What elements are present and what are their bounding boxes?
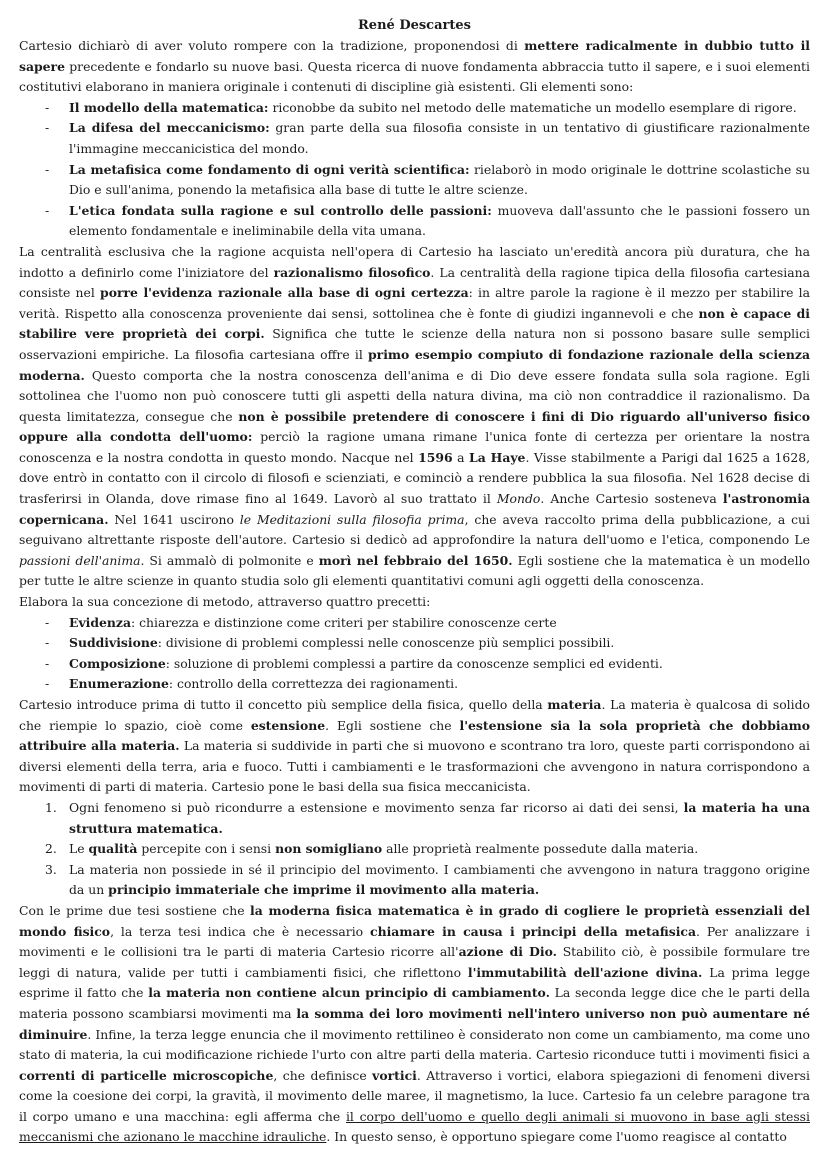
list-item: - La difesa del meccanicismo: gran parte della sua filosofia consiste in un tentativo di giustificare razionalmente l'immagine meccanicistica del mondo. (69, 118, 810, 159)
elements-list (19, 98, 810, 242)
list-item: - Il modello della matematica: riconobbe da subito nel metodo delle matematiche un modello esemplare di rigore. (69, 98, 810, 119)
physics-paragraph: Con le prime due tesi sostiene che la moderna fisica matematica è in grado di cogliere le proprietà essenziali del mondo fisico, la terza tesi indica che è necessario chiamare in causa i principi della metafisica. Per analizzare i movimenti e le collisioni tra le parti di materia Cartesio ricorre all'azione di Dio. Stabilito ciò, è possibile formulare tre leggi di natura, valide per tutti i cambiamenti fisici, che riflettono l'immutabilità dell'azione divina. La prima legge esprime il fatto che la materia non contiene alcun principio di cambiamento. La seconda legge dice che le parti della materia possono scambiarsi movimenti ma la somma dei loro movimenti nell'intero universo non può aumentare né diminuire. Infine, la terza legge enuncia che il movimento rettilineo è considerato non come un cambiamento, ma come uno stato di materia, la cui modificazione richiede l'urto con altre parti della materia. Cartesio riconduce tutti i movimenti fisici a correnti di particelle microscopiche, che definisce vortici. Attraverso i vortici, elabora spiegazioni di fenomeni diversi come la coesione dei corpi, la gravità, il movimento delle maree, il magnetismo, la luce. Cartesio fa un celebre paragone tra il corpo umano e una macchina: egli afferma che il corpo dell'uomo e quello degli animali si muovono in base agli stessi meccanismi che azionano le macchine idrauliche. In questo senso, è opportuno spiegare come l'uomo reagisce al contatto (19, 902, 811, 1145)
list-item: 2. Le qualità percepite con i sensi non somigliano alle proprietà realmente possedute dalla materia. (45, 841, 699, 857)
page-title: René Descartes (358, 18, 471, 33)
rationalism-paragraph: La centralità esclusiva che la ragione acquista nell'opera di Cartesio ha lasciato un'eredità ancora più duratura, che ha indotto a definirlo come l'iniziatore del razionalismo filosofico. La centralità della ragione tipica della filosofia cartesiana consiste nel porre l'evidenza razionale alla base di ogni certezza: in altre parole la ragione è il mezzo per stabilire la verità. Rispetto alla conoscenza proveniente dai sensi, sottolinea che è fonte di giudizi ingannevoli e che non è capace di stabilire vere proprietà dei corpi. Significa che tutte le scienze della natura non si possono basare sulle semplici osservazioni empiriche. La filosofia cartesiana offre il primo esempio compiuto di fondazione razionale della scienza moderna. Questo comporta che la nostra conoscenza dell'anima e di Dio deve essere fondata sulla sola ragione. Egli sottolinea che l'uomo non può conoscere tutti gli aspetti della natura divina, ma ciò non contraddice il razionalismo. Da questa limitatezza, consegue che non è possibile pretendere di conoscere i fini di Dio riguardo all'universo fisico oppure alla condotta dell'uomo: perciò la ragione umana rimane l'unica fonte di certezza per orientare la nostra conoscenza e la nostra condotta in questo mondo. Nacque nel 1596 a La Haye. Visse stabilmente a Parigi dal 1625 a 1628, dove entrò in contatto con il circolo di filosofi e scienziati, e cominciò a rendere pubblica la sua filosofia. Nel 1628 decise di trasferirsi in Olanda, dove rimase fino al 1649. Lavorò al suo trattato il Mondo. Anche Cartesio sosteneva l'astronomia copernicana. Nel 1641 uscirono le Meditazioni sulla filosofia prima, che aveva raccolto prima della pubblicazione, a cui seguivano altrettante risposte dell'autore. Cartesio si dedicò ad approfondire la natura dell'uomo e l'etica, componendo Le passioni dell'anima. Si ammalò di polmonite e morì nel febbraio del 1650. Egli sostiene che la matematica è un modello per tutte le altre scienze in quanto studia solo gli elementi quantitativi comuni agli oggetti della conoscenza. (19, 243, 811, 589)
list-item: 3. La materia non possiede in sé il principio del movimento. I cambiamenti che avvengono in natura traggono origine da un principio immateriale che imprime il movimento alla materia. (45, 861, 810, 898)
matter-paragraph: Cartesio introduce prima di tutto il concetto più semplice della fisica, quello della materia. La materia è qualcosa di solido che riempie lo spazio, cioè come estensione. Egli sostiene che l'estensione sia la sola proprietà che dobbiamo attribuire alla materia. La materia si suddivide in parti che si muovono e scontrano tra loro, queste parti corrispondono ai diversi elementi della terra, aria e fuoco. Tutti i cambiamenti e le trasformazioni che avvengono in natura corrispondono a movimenti di parti di materia. Cartesio pone le basi della sua fisica meccanicista. (19, 697, 810, 795)
list-item: - Suddivisione: divisione di problemi complessi nelle conoscenze più semplici possibili. (69, 633, 810, 654)
list-item: - Evidenza: chiarezza e distinzione come criteri per stabilire conoscenze certe (69, 613, 810, 634)
list-item: - Composizione: soluzione di problemi complessi a partire da conoscenze semplici ed evidenti. (69, 654, 810, 675)
list-item: - La metafisica come fondamento di ogni verità scientifica: rielaborò in modo originale le dottrine scolastiche su Dio e sull'anima, ponendo la metafisica alla base di tutte le altre scienze. (69, 160, 810, 201)
list-item: 1. Ogni fenomeno si può ricondurre a estensione e movimento senza far ricorso ai dati dei sensi, la materia ha una struttura matematica. (45, 799, 810, 836)
method-intro: Elabora la sua concezione di metodo, attraverso quattro precetti: (19, 594, 431, 610)
list-item: - Enumerazione: controllo della correttezza dei ragionamenti. (69, 674, 810, 695)
precepts-list (19, 613, 810, 695)
list-item: - L'etica fondata sulla ragione e sul controllo delle passioni: muoveva dall'assunto che le passioni fossero un elemento fondamentale e ineliminabile della vita umana. (69, 201, 810, 242)
intro-paragraph: Cartesio dichiarò di aver voluto rompere con la tradizione, proponendosi di mettere radicalmente in dubbio tutto il sapere precedente e fondarlo su nuove basi. Questa ricerca di nuove fondamenta abbraccia tutto il sapere, e i suoi elementi costitutivi elaborano in maniera originale i contenuti di discipline già esistenti. Gli elementi sono: (19, 38, 810, 95)
theses-list (19, 798, 810, 901)
